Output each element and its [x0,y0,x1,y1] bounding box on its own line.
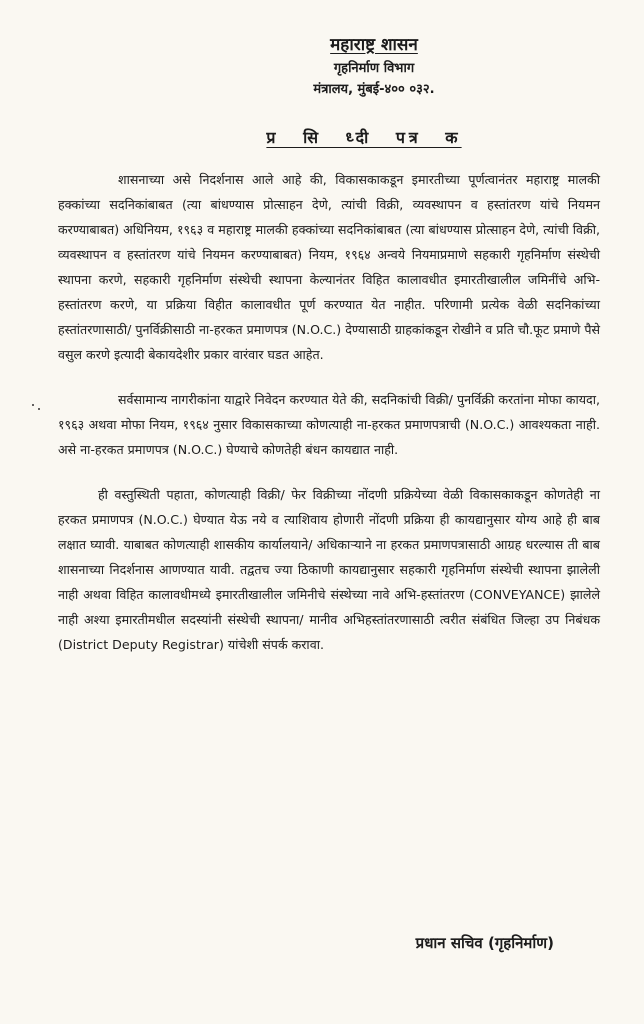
signatory: प्रधान सचिव (गृहनिर्माण) [415,934,554,952]
office-address: मंत्रालय, मुंबई-४०० ०३२. [313,82,435,97]
document-title: प्र सि ध्दी पत्र क [266,128,462,147]
org-name: महाराष्ट्र शासन [330,35,418,55]
paragraph-3: ही वस्तुस्थिती पहाता, कोणत्याही विक्री/ फेर विक्रीच्या नोंदणी प्रक्रियेच्या वेळी विकासकाकडून कोणतेही ना हरकत प्रमाणपत्र (N.O.C.) घेण्यात येऊ नये व त्याशिवाय होणारी नोंदणी प्रक्रिया ही कायद्यानुसार योग्य आहे ही बाब लक्षात घ्यावी. याबाबत कोणत्याही शासकीय कार्यालयाने/ अधिकाऱ्याने ना हरकत प्रमाणपत्रासाठी आग्रह धरल्यास ती बाब शासनाच्या निदर्शनास आणण्यात यावी. तद्वतच ज्या ठिकाणी कायद्यानुसार सहकारी गृहनिर्माण संस्थेची स्थापना झालेली नाही अथवा विहित कालावधीमध्ये इमारतीखालील जमिनीचे संस्थेच्या नावे अभि-हस्तांतरण (CONVEYANCE) झालेले नाही अश्या इमारतीमधील सदस्यांनी संस्थेची स्थापना/ मानीव अभिहस्तांतरणासाठी त्वरीत संबंधित जिल्हा उप निबंधक (District Deputy Registrar) यांचेशी संपर्क करावा. [58,487,600,652]
letterhead [148,34,600,99]
department-name: गृहनिर्माण विभाग [333,61,415,76]
scan-speck [32,404,34,406]
paragraph-1: शासनाच्या असे निदर्शनास आले आहे की, विकासकाकडून इमारतीच्या पूर्णत्वानंतर महाराष्ट्र मालकी हक्कांच्या सदनिकांबाबत (त्या बांधण्यास प्रोत्साहन देणे, त्यांची विक्री, व्यवस्थापन व हस्तांतरण यांचे नियमन करण्याबाबत) अधिनियम, १९६३ व महाराष्ट्र मालकी हक्कांच्या सदनिकांबाबत (त्या बांधण्यास प्रोत्साहन देणे, त्यांची विक्री, व्यवस्थापन व हस्तांतरण यांचे नियमन करण्याबाबत) नियम, १९६४ अन्वये नियमाप्रमाणे सहकारी गृहनिर्माण संस्थेची स्थापना करणे, सहकारी गृहनिर्माण संस्थेची स्थापना केल्यानंतर विहित कालावधीत इमारतीखालील जमिनींचे अभि-हस्तांतरण करणे, या प्रक्रिया विहीत कालावधीत पूर्ण करण्यात येत नाहीत. परिणामी प्रत्येक वेळी सदनिकांच्या हस्तांतरणासाठी/ पुनर्विक्रीसाठी ना-हरकत प्रमाणपत्र (N.O.C.) देण्यासाठी ग्राहकांकडून रोखीने व प्रति चौ.फूट प्रमाणे पैसे वसुल करणे इत्यादी बेकायदेशीर प्रकार वारंवार घडत आहेत. [58,172,600,362]
scan-speck [38,408,40,410]
paragraph-2: सर्वसामान्य नागरीकांना याद्वारे निवेदन करण्यात येते की, सदनिकांची विक्री/ पुनर्विक्री करतांना मोफा कायदा, १९६३ अथवा मोफा नियम, १९६४ नुसार विकासकाच्या कोणत्याही ना-हरकत प्रमाणपत्राची (N.O.C.) आवश्यकता नाही. असे ना-हरकत प्रमाणपत्र (N.O.C.) घेण्याचे कोणतेही बंधन कायद्यात नाही. [58,392,600,457]
